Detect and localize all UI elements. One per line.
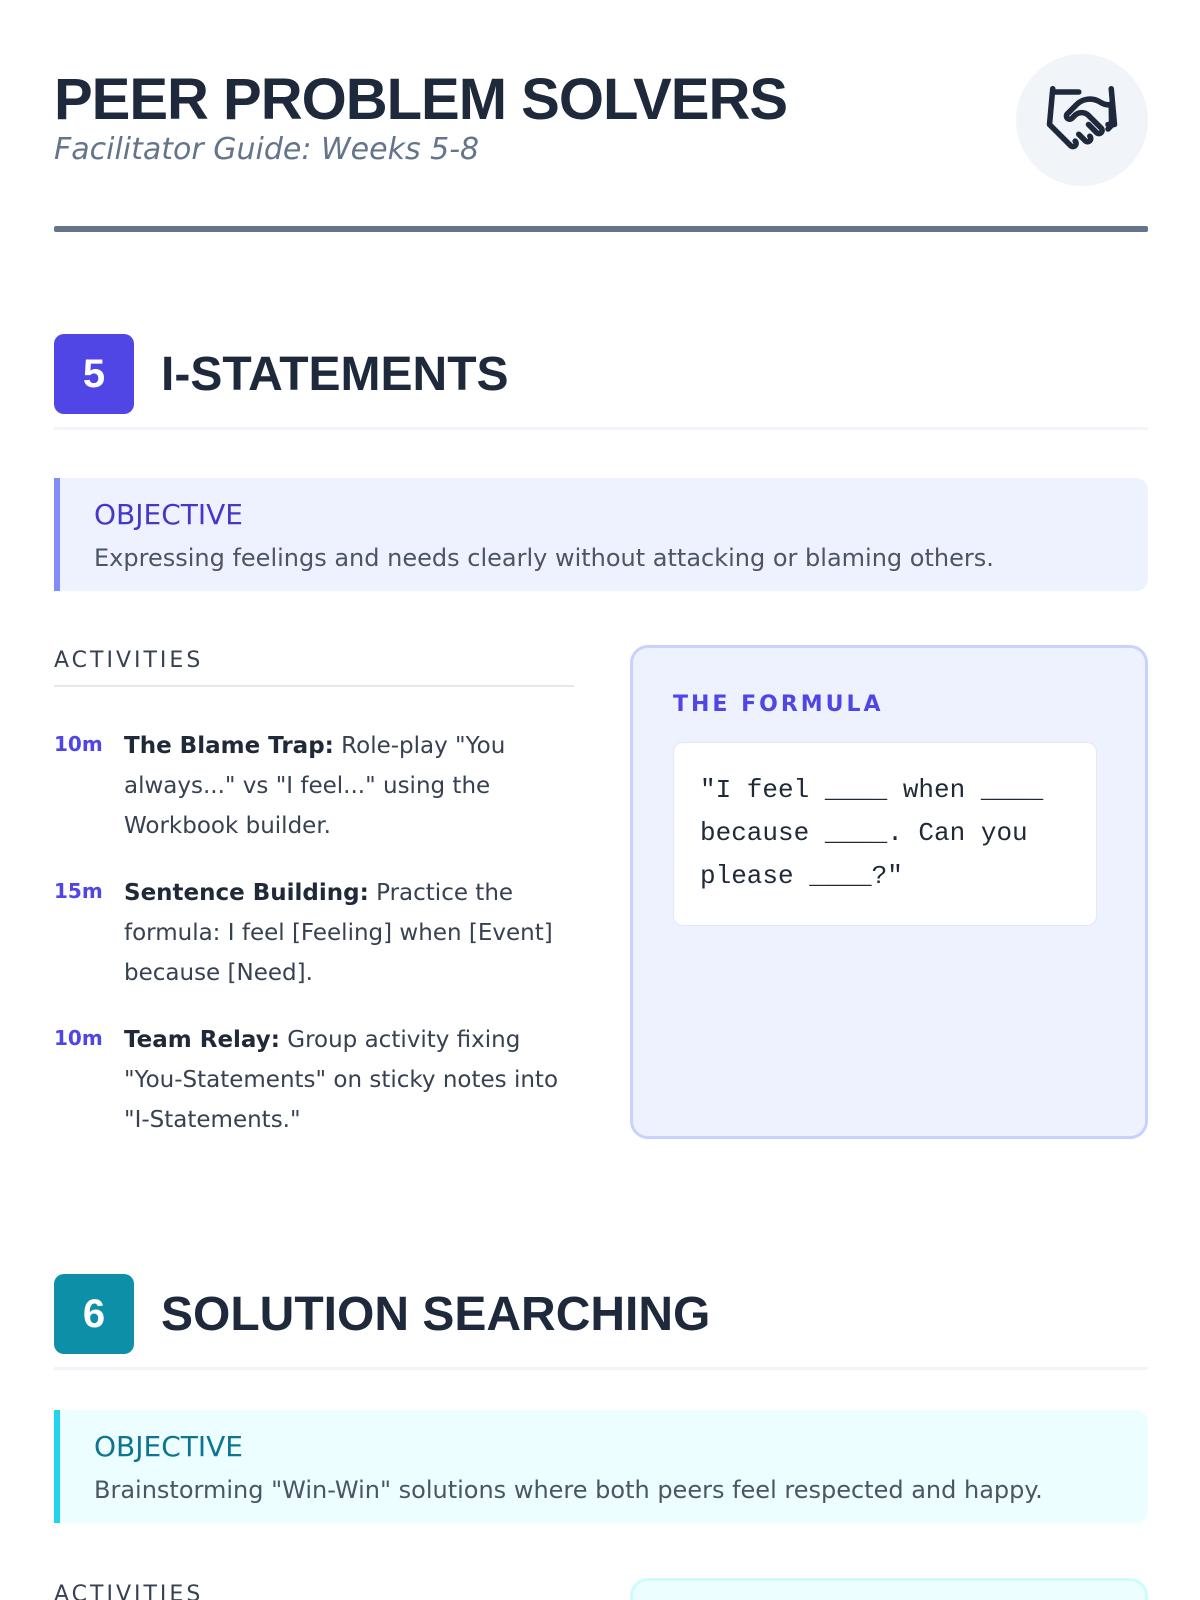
objective-label: OBJECTIVE — [94, 1430, 243, 1463]
section-title: I-STATEMENTS — [161, 348, 509, 401]
activity-duration: 10m — [54, 732, 103, 756]
handshake-icon — [1043, 79, 1121, 161]
activity-duration: 15m — [54, 879, 103, 903]
activities-heading: ACTIVITIES — [54, 1582, 204, 1600]
objective-label: OBJECTIVE — [94, 498, 243, 531]
activities-heading: ACTIVITIES — [54, 648, 204, 673]
activity-name: Team Relay: — [124, 1027, 280, 1053]
activity-text: Practice the formula: I feel [Feeling] when [Event] because [Need]. — [124, 880, 553, 986]
activity-name: The Blame Trap: — [124, 733, 334, 759]
logo-badge — [1016, 54, 1148, 186]
formula-card — [673, 742, 1097, 926]
formula-text: "I feel ____ when ____ because ____. Can you please ____?" — [700, 775, 1059, 891]
activity-description — [124, 1020, 580, 1140]
page-subtitle: Facilitator Guide: Weeks 5-8 — [54, 132, 480, 167]
header-divider — [54, 226, 1148, 232]
activity-name: Sentence Building: — [124, 880, 369, 906]
section-title: SOLUTION SEARCHING — [161, 1288, 711, 1341]
formula-panel — [630, 1578, 1148, 1600]
objective-text: Brainstorming "Win-Win" solutions where both peers feel respected and happy. — [94, 1476, 1043, 1504]
objective-box — [54, 478, 1148, 591]
section-number-badge: 6 — [54, 1274, 134, 1354]
section-number-badge: 5 — [54, 334, 134, 414]
guide-page — [54, 0, 1148, 1600]
objective-text: Expressing feelings and needs clearly without attacking or blaming others. — [94, 544, 994, 572]
page-header — [54, 60, 1148, 240]
objective-box — [54, 1410, 1148, 1523]
formula-panel — [630, 645, 1148, 1139]
activity-text: Group activity fixing "You-Statements" on sticky notes into "I-Statements." — [124, 1027, 559, 1133]
page-title: PEER PROBLEM SOLVERS — [54, 67, 788, 132]
activity-description — [124, 873, 580, 993]
activity-text: Role-play "You always..." vs "I feel..." using the Workbook builder. — [124, 733, 506, 839]
formula-label: THE FORMULA — [673, 692, 884, 717]
section-header-6 — [54, 1274, 1148, 1370]
activities-divider — [54, 685, 574, 687]
activity-duration: 10m — [54, 1026, 103, 1050]
activity-description — [124, 726, 580, 846]
section-header-5 — [54, 334, 1148, 430]
